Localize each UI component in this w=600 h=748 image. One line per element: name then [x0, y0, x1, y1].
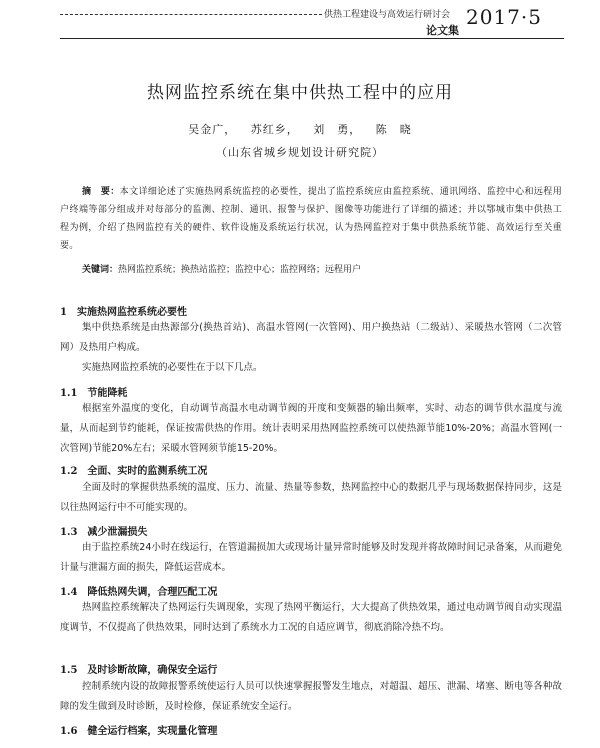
subsection-heading: 1.3 减少泄漏损失: [60, 527, 148, 538]
body-paragraph: 热网监控系统解决了热网运行失调现象，实现了热网平衡运行，大大提高了供热效果，通过电动调节阀自动实现温度调节，不仅提高了供热效果，同时达到了系统水力工况的自适应调节，彻底消除冷热不均。: [60, 602, 562, 633]
subsection-heading: 1.4 降低热网失调，合理匹配工况: [60, 587, 218, 598]
author-list: 吴金广， 苏红乡， 刘 勇， 陈 晓: [188, 123, 412, 136]
keywords-label: 关键词：: [82, 265, 119, 275]
section-heading: 1 实施热网监控系统必要性: [60, 307, 187, 318]
keywords: [60, 262, 562, 278]
issue-year: 2017·5: [466, 5, 542, 29]
subsection-heading: 1.5 及时诊断故障，确保安全运行: [60, 665, 218, 676]
subsection-heading: 1.2 全面、实时的监测系统工况: [60, 466, 208, 477]
paper-title: 热网监控系统在集中供热工程中的应用: [147, 83, 453, 103]
header-rule: [60, 38, 564, 39]
body-paragraph: 根据室外温度的变化，自动调节高温水电动调节阀的开度和变频器的输出频率，实时、动态的调节供水温度与流量，从而起到节约能耗，保证按需供热的作用。统计表明采用热网监控系统可以使热源节能10%-20%；高温水管网(一次管网)节能20%左右；采暖水管网须节能15-20%。: [60, 403, 562, 454]
subsection-heading: 1.6 健全运行档案，实现量化管理: [60, 726, 218, 737]
body-paragraph: 控制系统内设的故障报警系统使运行人员可以快速掌握报警发生地点，对超温、超压、泄漏、堵塞、断电等各种故障的发生做到及时诊断，及时检修，保证系统安全运行。: [60, 681, 562, 712]
subsection-heading: 1.1 节能降耗: [60, 388, 128, 399]
abstract-label: 摘 要：: [82, 187, 120, 197]
affiliation: （山东省城乡规划设计研究院）: [216, 146, 384, 159]
section-label: 论文集: [426, 24, 459, 37]
body-paragraph: 全面及时的掌握供热系统的温度、压力、流量、热量等参数，热网监控中心的数据几乎与现场数据保持同步，这是以往热网运行中不可能实现的。: [60, 482, 562, 513]
keywords-text: 热网监控系统；换热站监控；监控中心；监控网络；远程用户: [118, 265, 362, 275]
journal-name: 供热工程建设与高效运行研讨会: [324, 10, 451, 20]
abstract-text: 本文详细论述了实施热网系统监控的必要性，提出了监控系统应由监控系统、通讯网络、监控中心和远程用户终端等部分组成并对每部分的监测、控制、通讯、报警与保护、图像等功能进行了详细的描述；并以鄂城市集中供热工程为例，介绍了热网监控有关的硬件、软件设施及系统运行状况，认为热网监控对于集中供热系统节能、高效运行至关重要。: [60, 187, 562, 251]
header-dashed-line: [60, 14, 322, 15]
body-paragraph: 实施热网监控系统的必要性在于以下几点。: [82, 362, 263, 373]
body-paragraph: 集中供热系统是由热源部分(换热首站)、高温水管网(一次管网)、用户换热站（二级站）、采暖热水管网（二次管网）及热用户构成。: [60, 322, 562, 353]
body-paragraph: 由于监控系统24小时在线运行，在管道漏损加大或现场计量异常时能够及时发现并将故障时间记录备案，从而避免计量与泄漏方面的损失，降低运营成本。: [60, 542, 562, 573]
abstract: [60, 183, 562, 255]
